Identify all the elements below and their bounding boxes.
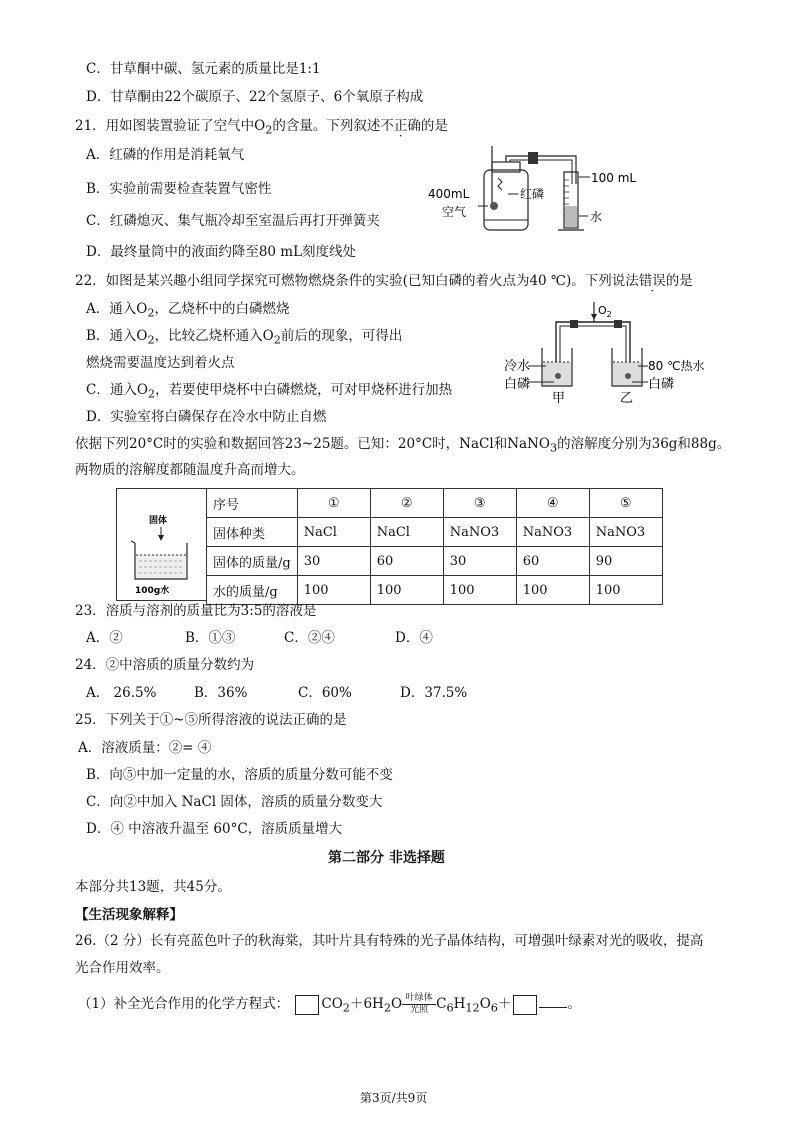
- bottle-volume-label: 400mL: [428, 187, 470, 201]
- q20-option-c: C．甘草酮中碳、氢元素的质量比是1:1: [86, 61, 321, 77]
- header-cell: ④: [516, 489, 589, 518]
- q20-option-d: D．甘草酮由22个碳原子、22个氢原子、6个氧原子构成: [86, 89, 424, 105]
- intro-line-1: [75, 435, 730, 458]
- phosphorus-label: 红磷: [520, 187, 545, 201]
- q22c-text-a: C．通入O: [86, 382, 148, 398]
- white-phosphorus-left-label: 白磷: [504, 377, 531, 392]
- table-cell: 100: [589, 576, 662, 605]
- q22-option-b: [86, 327, 402, 350]
- coefficient-box-1[interactable]: [295, 995, 319, 1015]
- q25-option-c: C．向②中加入 NaCl 固体，溶质的质量分数变大: [86, 794, 383, 810]
- q21-stem-b: 的含量。下列叙述: [272, 118, 381, 134]
- eq-glucose-o: O: [479, 996, 491, 1012]
- table-cell: NaNO3: [516, 518, 589, 547]
- table-cell: 100: [516, 576, 589, 605]
- q21-stem-a: 21．用如图装置验证了空气中O: [75, 118, 266, 134]
- header-cell: ③: [443, 489, 516, 518]
- q21-stem: [75, 117, 448, 140]
- table-cell: 60: [516, 547, 589, 576]
- q21-option-d: D．最终量筒中的液面约降至80 mL刻度线处: [86, 244, 357, 260]
- q22b-text-a: B．通入O: [86, 328, 148, 344]
- q22b-sub1: 2: [147, 333, 155, 347]
- eq-glucose-c: C: [436, 996, 447, 1012]
- q23-option-b: B．①③: [185, 630, 236, 646]
- table-cell: NaCl: [297, 518, 370, 547]
- product-blank[interactable]: [539, 995, 567, 1008]
- beaker-diagram-cell: [116, 488, 206, 601]
- q22-stem-a: 22．如图是某兴趣小组同学探究可燃物燃烧条件的实验(已知白磷的着火点为40 ℃)。下列说法: [75, 273, 639, 289]
- eq-sub: 2: [383, 1001, 392, 1015]
- table-cell: NaCl: [370, 518, 443, 547]
- beaker-yi-label: 乙: [620, 391, 634, 406]
- q21-emphasis: 不正确: [380, 118, 421, 134]
- table-cell: 100: [297, 576, 370, 605]
- table-row: [207, 576, 663, 605]
- air-label: 空气: [442, 205, 467, 219]
- beaker-yi: [612, 348, 642, 386]
- q23-stem: 23．溶质与溶剂的质量比为3:5的溶液是: [75, 603, 317, 619]
- intro-text-b: 的溶解度分别为36g和88g。: [557, 436, 731, 452]
- q22-option-d: D．实验室将白磷保存在冷水中防止自燃: [86, 409, 327, 425]
- eq-h2o-b: O: [391, 996, 403, 1012]
- intro-text-a: 依据下列20°C时的实验和数据回答23~25题。已知：20°C时，NaCl和NaNO: [75, 436, 550, 452]
- table-row: [207, 547, 663, 576]
- q25-stem: 25．下列关于①~⑤所得溶液的说法正确的是: [75, 712, 347, 728]
- q22c-text-b: ，若要使甲烧杯中白磷燃烧，可对甲烧杯进行加热: [155, 382, 453, 398]
- q22b-text-b: ，比较乙烧杯通入O: [154, 328, 274, 344]
- eq-end: 。: [567, 996, 581, 1012]
- coefficient-box-2[interactable]: [513, 995, 537, 1015]
- q23-option-d: D．④: [395, 630, 433, 646]
- table-cell: 90: [589, 547, 662, 576]
- table-cell: 60: [370, 547, 443, 576]
- q22a-sub: 2: [147, 306, 155, 320]
- table-cell: 固体种类: [207, 518, 298, 547]
- q22-combustion-figure: [504, 300, 714, 404]
- q26-sub1-text: （1）补全光合作用的化学方程式：: [78, 996, 290, 1012]
- table-cell: 固体的质量/g: [207, 547, 298, 576]
- q22-option-b-cont: 燃烧需要温度达到着火点: [86, 355, 235, 371]
- q22c-sub: 2: [147, 387, 156, 401]
- header-cell: ⑤: [589, 489, 662, 518]
- q21-option-a: A．红磷的作用是消耗氧气: [86, 147, 245, 163]
- table-header-row: [207, 489, 663, 518]
- o2-label: $O_2$: [598, 304, 612, 319]
- q22a-text-a: A．通入O: [86, 301, 148, 317]
- beaker-icon: [117, 489, 205, 600]
- q24-option-d: D．37.5%: [400, 685, 468, 701]
- page-footer: 第3页/共9页: [360, 1091, 428, 1105]
- condition-bottom: 光照: [410, 1005, 429, 1015]
- beaker-jia: [542, 348, 572, 386]
- eq-h2o-a: ＋6H: [349, 996, 384, 1012]
- beaker-water-label: 100g水: [135, 586, 170, 596]
- table-cell: 100: [370, 576, 443, 605]
- q24-option-a: A． 26.5%: [86, 685, 157, 701]
- q22b-sub2: 2: [273, 333, 281, 347]
- condition-top: 叶绿体: [402, 994, 436, 1005]
- table-cell: 30: [443, 547, 516, 576]
- q23-option-c: C．②④: [284, 630, 335, 646]
- q25-option-d: D．④ 中溶液升温至 60°C，溶质质量增大: [86, 821, 343, 837]
- eq-sub: 12: [465, 1001, 480, 1015]
- table-row: [207, 518, 663, 547]
- phosphorus-spoon: [490, 202, 498, 210]
- eq-sub: 6: [490, 1001, 498, 1015]
- q24-stem: 24．②中溶质的质量分数约为: [75, 657, 255, 673]
- header-cell: 序号: [207, 489, 298, 518]
- header-cell: ①: [297, 489, 370, 518]
- table-cell: 100: [443, 576, 516, 605]
- q26-stem-line-1: 26.（2 分）长有亮蓝色叶子的秋海棠，其叶片具有特殊的光子晶体结构，可增强叶绿素对光的吸收，提高: [75, 933, 704, 949]
- q23-option-a: A．②: [86, 630, 123, 646]
- q22-option-a: [86, 300, 290, 323]
- water-label: 水: [590, 210, 603, 224]
- q21-stem-c: 的是: [420, 118, 448, 134]
- eq-sub: 6: [446, 1001, 454, 1015]
- table-cell: NaNO3: [589, 518, 662, 547]
- white-phosphorus-right-label: 白磷: [648, 377, 675, 392]
- q21-sub: 2: [265, 123, 273, 137]
- q22-stem: [75, 272, 693, 290]
- cold-water-label: 冷水: [504, 359, 531, 374]
- header-cell: ②: [370, 489, 443, 518]
- part-two-heading: 第二部分 非选择题: [328, 850, 445, 866]
- q22b-text-c: 前后的现象，可得出: [280, 328, 403, 344]
- intro-sub: 3: [549, 441, 558, 455]
- q24-option-c: C．60%: [298, 685, 352, 701]
- reaction-condition: [402, 994, 436, 1015]
- q21-option-c: C．红磷熄灭、集气瓶冷却至室温后再打开弹簧夹: [86, 213, 380, 229]
- q26-stem-line-2: 光合作用效率。: [75, 960, 170, 976]
- experiment-table: [206, 488, 663, 605]
- beaker-solid-label: 固体: [149, 516, 168, 526]
- q22a-text-b: ，乙烧杯中的白磷燃烧: [154, 301, 290, 317]
- intro-line-2: 两物质的溶解度都随温度升高而增大。: [75, 462, 305, 478]
- q22-stem-b: 的是: [665, 273, 693, 289]
- q22-emphasis: 错误: [638, 273, 666, 289]
- cylinder-label: 100 mL: [591, 171, 637, 185]
- q25-option-b: B．向⑤中加一定量的水，溶质的质量分数可能不变: [86, 767, 393, 783]
- beaker-jia-label: 甲: [552, 391, 566, 406]
- table-cell: 水的质量/g: [207, 576, 298, 605]
- hot-water-label: 80 ℃热水: [648, 359, 705, 373]
- eq-sub: 2: [342, 1001, 350, 1015]
- q24-option-b: B．36%: [194, 685, 248, 701]
- table-cell: NaNO3: [443, 518, 516, 547]
- q21-option-b: B．实验前需要检查装置气密性: [86, 181, 272, 197]
- eq-plus: ＋: [497, 996, 512, 1012]
- q22-option-c: [86, 381, 452, 404]
- q26-sub-1: [78, 993, 581, 1020]
- section-heading: 【生活现象解释】: [75, 907, 183, 923]
- q25-option-a: A．溶液质量：②= ④: [78, 740, 212, 756]
- table-cell: 30: [297, 547, 370, 576]
- q21-apparatus-figure: [428, 144, 637, 236]
- spring-clamp: [528, 152, 538, 164]
- part-two-description: 本部分共13题，共45分。: [75, 879, 231, 895]
- eq-glucose-h: H: [453, 996, 466, 1012]
- eq-co2: CO: [321, 996, 343, 1012]
